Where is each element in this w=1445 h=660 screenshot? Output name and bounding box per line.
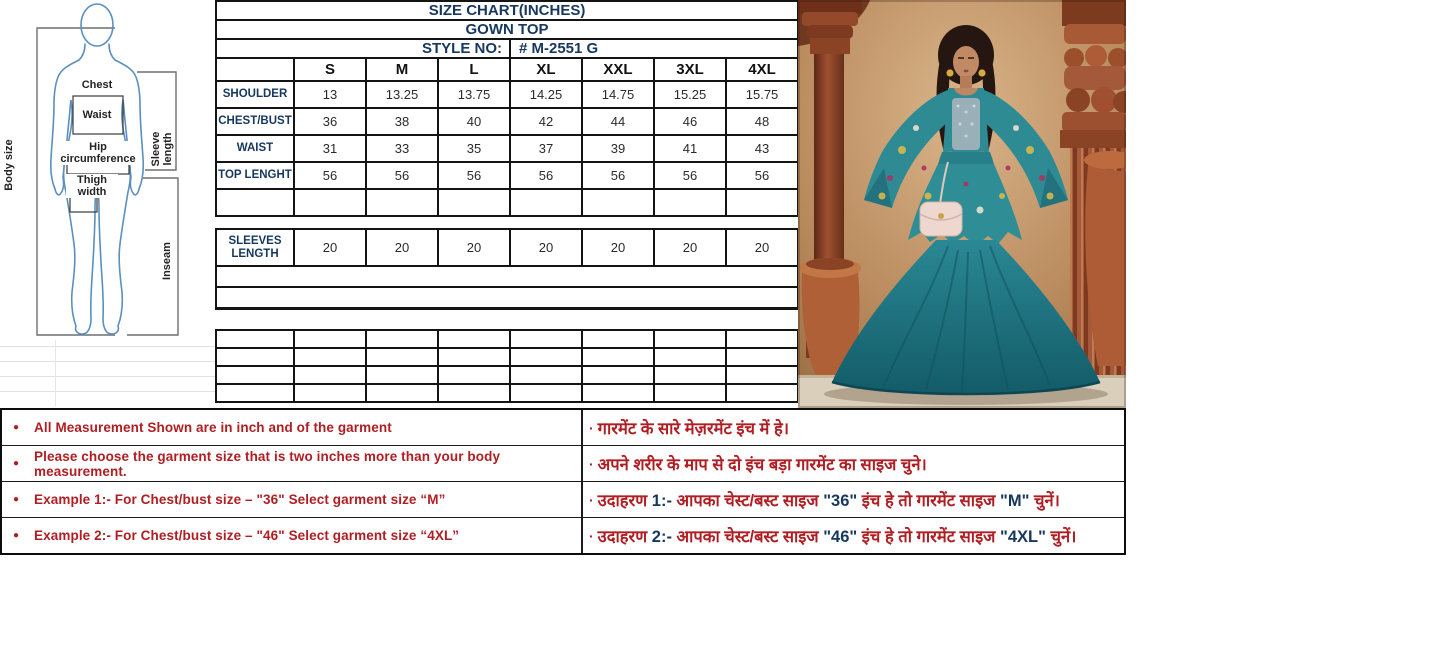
measurement-value: 56 <box>366 162 438 189</box>
measurement-value: 42 <box>510 108 582 135</box>
sleeves-table <box>215 228 799 310</box>
measurement-label: TOP LENGHT <box>216 162 294 189</box>
empty-cell <box>726 384 798 402</box>
product-photo <box>798 0 1126 408</box>
note-hindi-text <box>598 416 789 439</box>
measurement-value: 46 <box>654 108 726 135</box>
empty-cell <box>510 366 582 384</box>
bullet-icon: · <box>589 419 594 436</box>
measurement-label: SHOULDER <box>216 81 294 108</box>
empty-cell <box>294 330 366 348</box>
measurement-value <box>654 189 726 216</box>
measurement-value: 20 <box>366 229 438 266</box>
note-english <box>2 518 583 553</box>
empty-cell <box>438 330 510 348</box>
size-chart-main-table <box>215 0 799 217</box>
empty-cell <box>726 330 798 348</box>
empty-cell <box>726 348 798 366</box>
measurement-value: 20 <box>582 229 654 266</box>
measurement-value: 14.75 <box>582 81 654 108</box>
style-no-label: STYLE NO: <box>216 39 510 58</box>
note-english <box>2 410 583 445</box>
note-segment: चुनें। <box>1029 492 1060 510</box>
empty-cell <box>654 330 726 348</box>
empty-cell <box>438 348 510 366</box>
empty-cell <box>582 384 654 402</box>
measurement-value: 20 <box>510 229 582 266</box>
measurement-label <box>216 189 294 216</box>
gridline <box>0 361 215 362</box>
empty-merged-row <box>216 287 798 308</box>
gridline <box>0 346 215 347</box>
diagram-label-thigh-width: Thigh width <box>66 174 118 198</box>
measurement-value: 36 <box>294 108 366 135</box>
measurement-value: 15.75 <box>726 81 798 108</box>
empty-grid-row <box>216 384 798 402</box>
measurement-value: 56 <box>582 162 654 189</box>
empty-grid-table <box>215 329 799 403</box>
size-header-row <box>216 58 798 81</box>
diagram-label-waist: Waist <box>82 109 112 121</box>
measurement-value <box>366 189 438 216</box>
measurement-value: 13 <box>294 81 366 108</box>
corner-cell <box>216 58 294 81</box>
note-segment: इंच हे तो गारमेंट साइज <box>857 492 1000 510</box>
note-segment: उदाहरण <box>597 492 652 510</box>
note-hindi-text <box>598 524 1077 547</box>
measurement-value <box>726 189 798 216</box>
note-segment: 1:- <box>651 492 672 510</box>
note-segment: "36" <box>823 492 858 510</box>
empty-grid-row <box>216 330 798 348</box>
diagram-label-hip-circumference: Hip circumference <box>56 141 140 165</box>
body-measurement-diagram <box>0 0 215 408</box>
measurement-value: 56 <box>726 162 798 189</box>
model-face <box>953 46 979 78</box>
note-hindi <box>583 446 1124 481</box>
measurement-value <box>438 189 510 216</box>
empty-cell <box>654 366 726 384</box>
empty-cell <box>216 348 294 366</box>
note-row <box>2 518 1124 553</box>
measurement-value: 13.25 <box>366 81 438 108</box>
note-segment: "46" <box>823 528 858 546</box>
note-hindi-text <box>598 488 1060 511</box>
size-col-header: L <box>438 58 510 81</box>
note-segment: "4XL" <box>1000 528 1046 546</box>
note-row <box>2 482 1124 518</box>
empty-cell <box>294 348 366 366</box>
empty-grid-row <box>216 348 798 366</box>
measurement-value: 20 <box>294 229 366 266</box>
sleeves-length-row <box>216 229 798 266</box>
note-segment: उदाहरण <box>597 528 652 546</box>
bullet-icon: · <box>589 491 594 508</box>
measurement-row <box>216 162 798 189</box>
gridline <box>55 340 56 406</box>
empty-grid-row <box>216 366 798 384</box>
measurement-row <box>216 81 798 108</box>
size-col-header: 3XL <box>654 58 726 81</box>
bullet-icon: · <box>589 455 594 472</box>
empty-merged-row <box>216 266 798 287</box>
chart-title: SIZE CHART(INCHES) <box>216 1 798 20</box>
empty-cell <box>510 348 582 366</box>
note-english <box>2 482 583 517</box>
measurement-value: 40 <box>438 108 510 135</box>
size-col-header: XL <box>510 58 582 81</box>
note-english-text: Please choose the garment size that is two inches more than your body measurement. <box>34 448 501 479</box>
gridline <box>0 391 215 392</box>
measurement-row <box>216 108 798 135</box>
lips <box>964 70 969 73</box>
earring-left <box>946 69 953 76</box>
bullet-icon: ● <box>13 422 20 433</box>
measurement-value: 33 <box>366 135 438 162</box>
note-segment: इंच हे तो गारमेंट साइज <box>857 528 1000 546</box>
empty-cell <box>366 330 438 348</box>
bullet-icon: ● <box>13 494 20 505</box>
earring-right <box>978 69 985 76</box>
measurement-value: 43 <box>726 135 798 162</box>
empty-cell <box>726 366 798 384</box>
measurement-value: 14.25 <box>510 81 582 108</box>
measurement-value: 15.25 <box>654 81 726 108</box>
size-col-header: 4XL <box>726 58 798 81</box>
diagram-label-inseam: Inseam <box>161 242 173 280</box>
note-english-text: Example 1:- For Chest/bust size – "36" Select garment size “M” <box>34 492 446 507</box>
measurement-value <box>294 189 366 216</box>
model-photo-illustration <box>798 0 1126 408</box>
empty-cell <box>510 384 582 402</box>
note-english-text: Example 2:- For Chest/bust size – "46" Select garment size “4XL” <box>34 528 460 543</box>
measurement-value <box>582 189 654 216</box>
measurement-label: SLEEVES LENGTH <box>216 229 294 266</box>
measurement-value: 31 <box>294 135 366 162</box>
size-col-header: S <box>294 58 366 81</box>
bullet-icon: ● <box>13 458 20 469</box>
note-segment: अपने शरीर के माप से दो इंच बड़ा गारमेंट का साइज चुने। <box>597 456 927 474</box>
note-segment: "M" <box>1000 492 1030 510</box>
measurement-value: 56 <box>654 162 726 189</box>
empty-cell <box>366 348 438 366</box>
note-segment: 2:- <box>651 528 672 546</box>
measurement-value: 35 <box>438 135 510 162</box>
empty-cell <box>216 384 294 402</box>
empty-cell <box>216 366 294 384</box>
note-segment: आपका चेस्ट/बस्ट साइज <box>671 528 824 546</box>
note-english <box>2 446 583 481</box>
empty-cell <box>294 384 366 402</box>
measurement-value: 44 <box>582 108 654 135</box>
empty-cell <box>582 330 654 348</box>
gridline <box>0 376 215 377</box>
measurement-value: 41 <box>654 135 726 162</box>
empty-cell <box>294 366 366 384</box>
note-hindi <box>583 410 1124 445</box>
measurement-label: CHEST/BUST <box>216 108 294 135</box>
measurement-label: WAIST <box>216 135 294 162</box>
note-english-text: All Measurement Shown are in inch and of the garment <box>34 420 392 435</box>
measurement-value: 39 <box>582 135 654 162</box>
measurement-value: 56 <box>294 162 366 189</box>
bodice-panel <box>952 98 980 150</box>
empty-cell <box>654 348 726 366</box>
measurement-value: 48 <box>726 108 798 135</box>
empty-cell <box>654 384 726 402</box>
notes-section <box>0 408 1126 555</box>
empty-cell <box>438 366 510 384</box>
note-segment: आपका चेस्ट/बस्ट साइज <box>671 492 824 510</box>
empty-cell <box>366 366 438 384</box>
measurement-value: 56 <box>510 162 582 189</box>
note-hindi <box>583 482 1124 517</box>
measurement-row <box>216 135 798 162</box>
style-no-value: # M-2551 G <box>510 39 798 58</box>
note-segment: गारमेंट के सारे मेज़रमेंट इंच में हे। <box>597 420 790 438</box>
measurement-value: 37 <box>510 135 582 162</box>
note-hindi-text <box>598 452 927 475</box>
diagram-label-sleeve-length: Sleeve length <box>150 131 174 167</box>
note-hindi <box>583 518 1124 553</box>
note-row <box>2 410 1124 446</box>
diagram-label-chest: Chest <box>81 79 113 91</box>
note-row <box>2 446 1124 482</box>
note-segment: चुनें। <box>1045 528 1077 546</box>
measurement-value: 20 <box>654 229 726 266</box>
empty-cell <box>216 266 798 287</box>
measurement-value: 20 <box>726 229 798 266</box>
empty-cell <box>582 366 654 384</box>
bullet-icon: ● <box>13 530 20 541</box>
measurement-row <box>216 189 798 216</box>
empty-cell <box>582 348 654 366</box>
size-col-header: M <box>366 58 438 81</box>
measurement-value: 56 <box>438 162 510 189</box>
measurement-value: 20 <box>438 229 510 266</box>
measurement-value: 38 <box>366 108 438 135</box>
garment-type-title: GOWN TOP <box>216 20 798 39</box>
empty-cell <box>510 330 582 348</box>
measurement-value: 13.75 <box>438 81 510 108</box>
bullet-icon: · <box>589 527 594 544</box>
empty-cell <box>438 384 510 402</box>
empty-cell <box>366 384 438 402</box>
empty-cell <box>216 330 294 348</box>
diagram-label-body-size: Body size <box>3 139 15 191</box>
empty-cell <box>216 287 798 308</box>
measurement-value <box>510 189 582 216</box>
size-col-header: XXL <box>582 58 654 81</box>
